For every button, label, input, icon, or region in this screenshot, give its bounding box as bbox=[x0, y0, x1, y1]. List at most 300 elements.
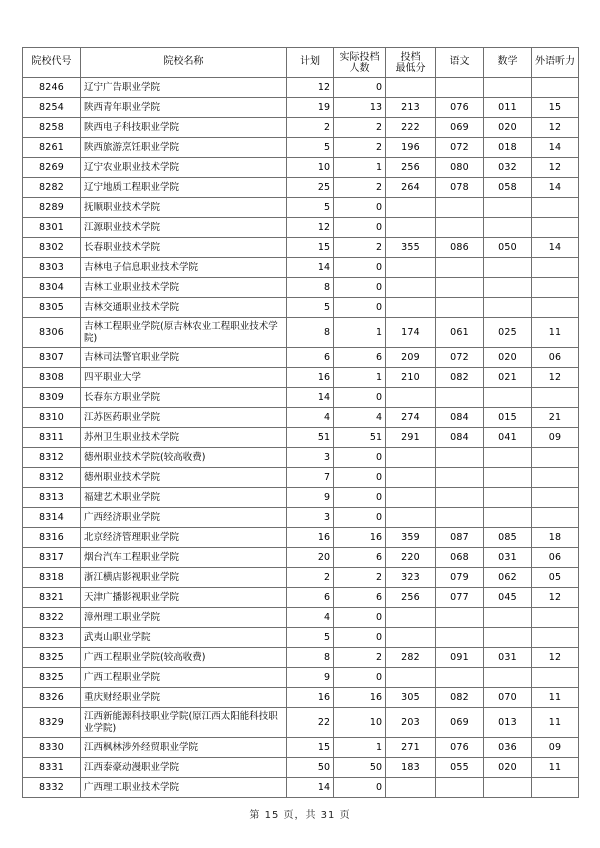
cell-plan: 16 bbox=[287, 528, 334, 548]
cell-math: 045 bbox=[484, 588, 532, 608]
cell-chinese: 084 bbox=[436, 408, 484, 428]
table-header-row bbox=[23, 48, 579, 78]
cell-chinese bbox=[436, 488, 484, 508]
cell-min-score: 274 bbox=[386, 408, 436, 428]
cell-plan: 5 bbox=[287, 138, 334, 158]
cell-math: 085 bbox=[484, 528, 532, 548]
column-header-min-score-line2: 最低分 bbox=[395, 62, 426, 74]
cell-math bbox=[484, 198, 532, 218]
cell-math: 020 bbox=[484, 118, 532, 138]
cell-chinese: 077 bbox=[436, 588, 484, 608]
cell-institution-name: 烟台汽车工程职业学院 bbox=[81, 548, 287, 568]
cell-chinese bbox=[436, 388, 484, 408]
cell-actual-count: 0 bbox=[334, 78, 386, 98]
cell-institution-code: 8323 bbox=[23, 628, 81, 648]
cell-listening bbox=[532, 508, 579, 528]
cell-institution-code: 8258 bbox=[23, 118, 81, 138]
cell-institution-code: 8313 bbox=[23, 488, 81, 508]
cell-plan: 19 bbox=[287, 98, 334, 118]
cell-min-score bbox=[386, 488, 436, 508]
table-row bbox=[23, 318, 579, 348]
cell-math: 031 bbox=[484, 548, 532, 568]
cell-min-score: 355 bbox=[386, 238, 436, 258]
cell-plan: 4 bbox=[287, 408, 334, 428]
table-row bbox=[23, 298, 579, 318]
cell-min-score: 209 bbox=[386, 348, 436, 368]
cell-min-score bbox=[386, 608, 436, 628]
cell-actual-count: 2 bbox=[334, 238, 386, 258]
cell-actual-count: 2 bbox=[334, 568, 386, 588]
cell-institution-code: 8308 bbox=[23, 368, 81, 388]
cell-institution-name: 北京经济管理职业学院 bbox=[81, 528, 287, 548]
cell-institution-name: 重庆财经职业学院 bbox=[81, 688, 287, 708]
table-row bbox=[23, 178, 579, 198]
table-row bbox=[23, 608, 579, 628]
table-row bbox=[23, 138, 579, 158]
cell-actual-count: 0 bbox=[334, 198, 386, 218]
cell-listening bbox=[532, 668, 579, 688]
cell-plan: 3 bbox=[287, 508, 334, 528]
cell-math bbox=[484, 298, 532, 318]
cell-listening: 11 bbox=[532, 318, 579, 348]
cell-listening bbox=[532, 278, 579, 298]
cell-plan: 14 bbox=[287, 388, 334, 408]
cell-actual-count: 2 bbox=[334, 138, 386, 158]
cell-institution-code: 8246 bbox=[23, 78, 81, 98]
cell-actual-count: 0 bbox=[334, 628, 386, 648]
cell-actual-count: 4 bbox=[334, 408, 386, 428]
cell-math: 020 bbox=[484, 348, 532, 368]
column-header-plan: 计划 bbox=[287, 48, 334, 78]
table-row bbox=[23, 488, 579, 508]
cell-chinese bbox=[436, 508, 484, 528]
cell-listening: 12 bbox=[532, 118, 579, 138]
cell-plan: 51 bbox=[287, 428, 334, 448]
cell-chinese bbox=[436, 298, 484, 318]
column-header-min-score bbox=[386, 48, 436, 78]
cell-institution-code: 8316 bbox=[23, 528, 81, 548]
cell-math bbox=[484, 448, 532, 468]
cell-institution-code: 8331 bbox=[23, 758, 81, 778]
cell-listening bbox=[532, 198, 579, 218]
cell-institution-name: 苏州卫生职业技术学院 bbox=[81, 428, 287, 448]
column-header-actual-count bbox=[334, 48, 386, 78]
cell-plan: 14 bbox=[287, 778, 334, 798]
cell-institution-name: 广西理工职业技术学院 bbox=[81, 778, 287, 798]
cell-math bbox=[484, 508, 532, 528]
cell-actual-count: 16 bbox=[334, 688, 386, 708]
table-row bbox=[23, 348, 579, 368]
table-row bbox=[23, 158, 579, 178]
cell-institution-code: 8304 bbox=[23, 278, 81, 298]
cell-math: 032 bbox=[484, 158, 532, 178]
cell-listening: 15 bbox=[532, 98, 579, 118]
cell-min-score bbox=[386, 628, 436, 648]
cell-institution-name: 吉林工程职业学院(原吉林农业工程职业技术学院) bbox=[81, 318, 287, 348]
cell-min-score bbox=[386, 778, 436, 798]
cell-min-score bbox=[386, 468, 436, 488]
cell-institution-name: 广西工程职业学院 bbox=[81, 668, 287, 688]
cell-min-score: 174 bbox=[386, 318, 436, 348]
cell-institution-code: 8282 bbox=[23, 178, 81, 198]
cell-chinese: 080 bbox=[436, 158, 484, 178]
cell-math: 020 bbox=[484, 758, 532, 778]
table-row bbox=[23, 548, 579, 568]
table-row bbox=[23, 368, 579, 388]
cell-actual-count: 6 bbox=[334, 348, 386, 368]
page-footer: 第 15 页，共 31 页 bbox=[249, 810, 351, 821]
cell-chinese bbox=[436, 258, 484, 278]
cell-plan: 22 bbox=[287, 708, 334, 738]
cell-listening: 21 bbox=[532, 408, 579, 428]
cell-plan: 16 bbox=[287, 688, 334, 708]
cell-institution-name: 漳州理工职业学院 bbox=[81, 608, 287, 628]
cell-institution-name: 辽宁地质工程职业学院 bbox=[81, 178, 287, 198]
cell-chinese: 079 bbox=[436, 568, 484, 588]
cell-plan: 9 bbox=[287, 488, 334, 508]
cell-math: 018 bbox=[484, 138, 532, 158]
cell-institution-code: 8312 bbox=[23, 448, 81, 468]
cell-listening bbox=[532, 258, 579, 278]
cell-listening: 14 bbox=[532, 138, 579, 158]
cell-min-score: 256 bbox=[386, 158, 436, 178]
cell-min-score: 305 bbox=[386, 688, 436, 708]
cell-plan: 6 bbox=[287, 588, 334, 608]
cell-math: 050 bbox=[484, 238, 532, 258]
cell-chinese bbox=[436, 448, 484, 468]
cell-min-score: 203 bbox=[386, 708, 436, 738]
cell-listening: 12 bbox=[532, 368, 579, 388]
cell-actual-count: 10 bbox=[334, 708, 386, 738]
cell-math: 011 bbox=[484, 98, 532, 118]
cell-listening: 14 bbox=[532, 178, 579, 198]
cell-actual-count: 6 bbox=[334, 588, 386, 608]
cell-chinese: 068 bbox=[436, 548, 484, 568]
cell-institution-code: 8329 bbox=[23, 708, 81, 738]
cell-institution-name: 陕西旅游烹饪职业学院 bbox=[81, 138, 287, 158]
cell-listening bbox=[532, 468, 579, 488]
cell-institution-code: 8301 bbox=[23, 218, 81, 238]
cell-chinese: 091 bbox=[436, 648, 484, 668]
cell-plan: 5 bbox=[287, 198, 334, 218]
cell-institution-name: 浙江横店影视职业学院 bbox=[81, 568, 287, 588]
cell-chinese bbox=[436, 468, 484, 488]
cell-actual-count: 0 bbox=[334, 468, 386, 488]
table-row bbox=[23, 508, 579, 528]
cell-math bbox=[484, 468, 532, 488]
cell-institution-code: 8310 bbox=[23, 408, 81, 428]
cell-institution-name: 广西经济职业学院 bbox=[81, 508, 287, 528]
cell-listening bbox=[532, 218, 579, 238]
cell-plan: 12 bbox=[287, 78, 334, 98]
cell-actual-count: 0 bbox=[334, 298, 386, 318]
cell-math bbox=[484, 278, 532, 298]
cell-actual-count: 2 bbox=[334, 648, 386, 668]
column-header-actual-count-line1: 实际投档 bbox=[339, 51, 380, 63]
cell-institution-name: 江西枫林涉外经贸职业学院 bbox=[81, 738, 287, 758]
table-row bbox=[23, 778, 579, 798]
cell-institution-name: 吉林工业职业技术学院 bbox=[81, 278, 287, 298]
cell-listening: 09 bbox=[532, 738, 579, 758]
cell-math: 013 bbox=[484, 708, 532, 738]
table-row bbox=[23, 428, 579, 448]
table-body bbox=[23, 78, 579, 798]
cell-plan: 5 bbox=[287, 628, 334, 648]
cell-chinese bbox=[436, 608, 484, 628]
admission-score-table bbox=[22, 47, 579, 798]
cell-institution-code: 8306 bbox=[23, 318, 81, 348]
cell-institution-code: 8302 bbox=[23, 238, 81, 258]
cell-min-score: 222 bbox=[386, 118, 436, 138]
cell-institution-name: 辽宁农业职业技术学院 bbox=[81, 158, 287, 178]
cell-min-score: 264 bbox=[386, 178, 436, 198]
cell-institution-name: 江源职业技术学院 bbox=[81, 218, 287, 238]
cell-chinese: 072 bbox=[436, 138, 484, 158]
cell-math: 036 bbox=[484, 738, 532, 758]
cell-min-score bbox=[386, 298, 436, 318]
cell-institution-code: 8317 bbox=[23, 548, 81, 568]
cell-min-score bbox=[386, 508, 436, 528]
cell-listening: 11 bbox=[532, 708, 579, 738]
cell-math bbox=[484, 628, 532, 648]
score-table-container bbox=[22, 47, 578, 798]
cell-institution-name: 辽宁广告职业学院 bbox=[81, 78, 287, 98]
cell-chinese: 082 bbox=[436, 368, 484, 388]
cell-institution-code: 8305 bbox=[23, 298, 81, 318]
cell-institution-name: 江苏医药职业学院 bbox=[81, 408, 287, 428]
cell-plan: 14 bbox=[287, 258, 334, 278]
cell-listening bbox=[532, 608, 579, 628]
cell-institution-name: 四平职业大学 bbox=[81, 368, 287, 388]
table-row bbox=[23, 408, 579, 428]
cell-institution-name: 江西泰豪动漫职业学院 bbox=[81, 758, 287, 778]
cell-listening: 11 bbox=[532, 688, 579, 708]
cell-institution-name: 长春东方职业学院 bbox=[81, 388, 287, 408]
cell-chinese: 087 bbox=[436, 528, 484, 548]
cell-institution-name: 德州职业技术学院(较高收费) bbox=[81, 448, 287, 468]
cell-chinese: 055 bbox=[436, 758, 484, 778]
table-header bbox=[23, 48, 579, 78]
cell-math: 041 bbox=[484, 428, 532, 448]
cell-listening: 11 bbox=[532, 758, 579, 778]
table-row bbox=[23, 688, 579, 708]
cell-chinese: 061 bbox=[436, 318, 484, 348]
cell-math bbox=[484, 778, 532, 798]
cell-institution-name: 长春职业技术学院 bbox=[81, 238, 287, 258]
cell-chinese: 082 bbox=[436, 688, 484, 708]
table-row bbox=[23, 588, 579, 608]
cell-plan: 7 bbox=[287, 468, 334, 488]
cell-actual-count: 0 bbox=[334, 488, 386, 508]
cell-institution-name: 吉林交通职业技术学院 bbox=[81, 298, 287, 318]
cell-listening: 05 bbox=[532, 568, 579, 588]
cell-math bbox=[484, 78, 532, 98]
cell-math bbox=[484, 668, 532, 688]
cell-math: 070 bbox=[484, 688, 532, 708]
cell-plan: 8 bbox=[287, 648, 334, 668]
cell-institution-name: 陕西青年职业学院 bbox=[81, 98, 287, 118]
cell-min-score: 183 bbox=[386, 758, 436, 778]
cell-math: 031 bbox=[484, 648, 532, 668]
cell-plan: 20 bbox=[287, 548, 334, 568]
cell-math: 021 bbox=[484, 368, 532, 388]
table-row bbox=[23, 198, 579, 218]
cell-math: 015 bbox=[484, 408, 532, 428]
table-row bbox=[23, 668, 579, 688]
cell-plan: 2 bbox=[287, 118, 334, 138]
cell-institution-name: 广西工程职业学院(较高收费) bbox=[81, 648, 287, 668]
cell-chinese: 076 bbox=[436, 98, 484, 118]
cell-actual-count: 0 bbox=[334, 508, 386, 528]
cell-institution-code: 8289 bbox=[23, 198, 81, 218]
cell-min-score bbox=[386, 198, 436, 218]
cell-plan: 16 bbox=[287, 368, 334, 388]
cell-institution-code: 8326 bbox=[23, 688, 81, 708]
cell-institution-name: 陕西电子科技职业学院 bbox=[81, 118, 287, 138]
cell-chinese bbox=[436, 628, 484, 648]
cell-chinese: 076 bbox=[436, 738, 484, 758]
cell-plan: 9 bbox=[287, 668, 334, 688]
cell-chinese: 069 bbox=[436, 708, 484, 738]
cell-listening bbox=[532, 448, 579, 468]
cell-institution-name: 德州职业技术学院 bbox=[81, 468, 287, 488]
cell-institution-code: 8309 bbox=[23, 388, 81, 408]
cell-min-score: 210 bbox=[386, 368, 436, 388]
table-row bbox=[23, 278, 579, 298]
cell-institution-code: 8325 bbox=[23, 668, 81, 688]
cell-institution-name: 江西新能源科技职业学院(原江西太阳能科技职业学院) bbox=[81, 708, 287, 738]
cell-listening: 12 bbox=[532, 648, 579, 668]
cell-listening: 06 bbox=[532, 348, 579, 368]
cell-min-score: 359 bbox=[386, 528, 436, 548]
cell-actual-count: 0 bbox=[334, 668, 386, 688]
cell-chinese: 069 bbox=[436, 118, 484, 138]
cell-min-score bbox=[386, 258, 436, 278]
table-row bbox=[23, 78, 579, 98]
column-header-institution-code: 院校代号 bbox=[23, 48, 81, 78]
column-header-actual-count-line2: 人数 bbox=[349, 62, 370, 74]
cell-institution-code: 8269 bbox=[23, 158, 81, 178]
cell-actual-count: 0 bbox=[334, 278, 386, 298]
cell-listening: 12 bbox=[532, 158, 579, 178]
cell-institution-code: 8261 bbox=[23, 138, 81, 158]
cell-institution-code: 8307 bbox=[23, 348, 81, 368]
cell-institution-code: 8314 bbox=[23, 508, 81, 528]
cell-institution-code: 8254 bbox=[23, 98, 81, 118]
cell-min-score: 291 bbox=[386, 428, 436, 448]
cell-min-score bbox=[386, 388, 436, 408]
table-row bbox=[23, 628, 579, 648]
cell-institution-code: 8325 bbox=[23, 648, 81, 668]
cell-min-score: 271 bbox=[386, 738, 436, 758]
cell-plan: 8 bbox=[287, 318, 334, 348]
cell-chinese: 072 bbox=[436, 348, 484, 368]
table-row bbox=[23, 388, 579, 408]
cell-plan: 25 bbox=[287, 178, 334, 198]
cell-institution-code: 8322 bbox=[23, 608, 81, 628]
cell-plan: 15 bbox=[287, 238, 334, 258]
cell-min-score bbox=[386, 78, 436, 98]
table-row bbox=[23, 708, 579, 738]
cell-institution-name: 吉林司法警官职业学院 bbox=[81, 348, 287, 368]
cell-chinese: 078 bbox=[436, 178, 484, 198]
cell-actual-count: 2 bbox=[334, 118, 386, 138]
cell-listening: 09 bbox=[532, 428, 579, 448]
cell-institution-code: 8321 bbox=[23, 588, 81, 608]
cell-actual-count: 51 bbox=[334, 428, 386, 448]
cell-listening: 14 bbox=[532, 238, 579, 258]
cell-actual-count: 6 bbox=[334, 548, 386, 568]
cell-min-score: 282 bbox=[386, 648, 436, 668]
cell-math bbox=[484, 258, 532, 278]
cell-chinese: 086 bbox=[436, 238, 484, 258]
cell-actual-count: 1 bbox=[334, 368, 386, 388]
cell-min-score bbox=[386, 278, 436, 298]
cell-listening bbox=[532, 298, 579, 318]
table-row bbox=[23, 118, 579, 138]
table-row bbox=[23, 238, 579, 258]
cell-chinese bbox=[436, 668, 484, 688]
cell-math: 062 bbox=[484, 568, 532, 588]
cell-actual-count: 2 bbox=[334, 178, 386, 198]
cell-listening bbox=[532, 628, 579, 648]
cell-plan: 50 bbox=[287, 758, 334, 778]
cell-plan: 4 bbox=[287, 608, 334, 628]
cell-min-score bbox=[386, 668, 436, 688]
table-row bbox=[23, 468, 579, 488]
cell-math bbox=[484, 218, 532, 238]
cell-listening: 12 bbox=[532, 588, 579, 608]
cell-institution-name: 福建艺术职业学院 bbox=[81, 488, 287, 508]
cell-plan: 6 bbox=[287, 348, 334, 368]
cell-math bbox=[484, 608, 532, 628]
table-row bbox=[23, 568, 579, 588]
cell-institution-name: 抚顺职业技术学院 bbox=[81, 198, 287, 218]
cell-institution-code: 8312 bbox=[23, 468, 81, 488]
cell-institution-name: 武夷山职业学院 bbox=[81, 628, 287, 648]
cell-min-score: 213 bbox=[386, 98, 436, 118]
cell-chinese: 084 bbox=[436, 428, 484, 448]
cell-min-score: 323 bbox=[386, 568, 436, 588]
cell-actual-count: 16 bbox=[334, 528, 386, 548]
cell-actual-count: 1 bbox=[334, 158, 386, 178]
cell-math: 025 bbox=[484, 318, 532, 348]
cell-min-score: 196 bbox=[386, 138, 436, 158]
cell-institution-code: 8311 bbox=[23, 428, 81, 448]
cell-min-score: 256 bbox=[386, 588, 436, 608]
cell-plan: 3 bbox=[287, 448, 334, 468]
cell-actual-count: 50 bbox=[334, 758, 386, 778]
cell-institution-name: 吉林电子信息职业技术学院 bbox=[81, 258, 287, 278]
table-row bbox=[23, 528, 579, 548]
cell-actual-count: 1 bbox=[334, 318, 386, 348]
column-header-min-score-line1: 投档 bbox=[400, 51, 421, 63]
cell-listening bbox=[532, 488, 579, 508]
cell-institution-code: 8330 bbox=[23, 738, 81, 758]
column-header-chinese: 语文 bbox=[436, 48, 484, 78]
cell-actual-count: 0 bbox=[334, 448, 386, 468]
cell-listening bbox=[532, 388, 579, 408]
cell-math bbox=[484, 388, 532, 408]
table-row bbox=[23, 738, 579, 758]
cell-actual-count: 0 bbox=[334, 608, 386, 628]
cell-min-score bbox=[386, 448, 436, 468]
cell-chinese bbox=[436, 778, 484, 798]
column-header-math: 数学 bbox=[484, 48, 532, 78]
cell-chinese bbox=[436, 78, 484, 98]
cell-institution-code: 8332 bbox=[23, 778, 81, 798]
cell-chinese bbox=[436, 198, 484, 218]
